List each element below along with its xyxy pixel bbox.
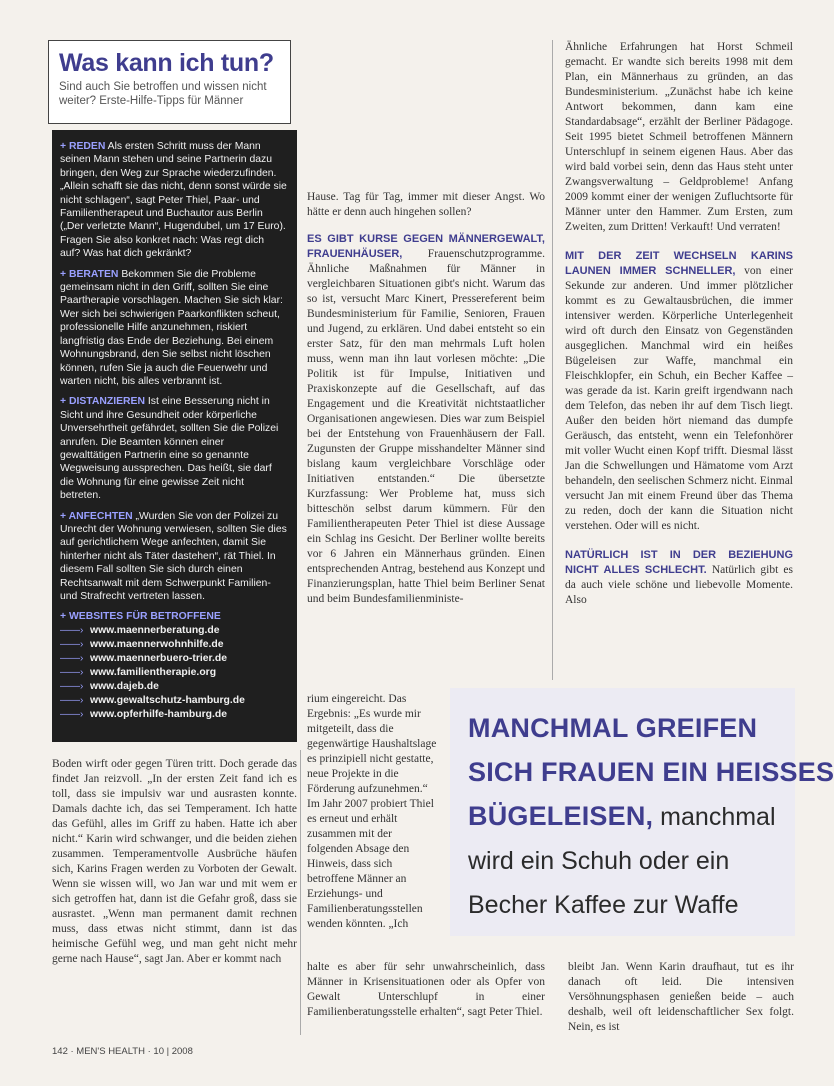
website-link-row[interactable] [60, 666, 287, 680]
plus-icon: + [60, 510, 69, 522]
tip-reden [60, 140, 287, 261]
website-link[interactable]: www.gewaltschutz-hamburg.de [90, 694, 245, 706]
column-1-bottom [52, 757, 297, 967]
column-divider [552, 40, 553, 680]
plus-icon: + [60, 268, 69, 280]
tip-heading: DISTANZIEREN [68, 396, 145, 408]
plus-icon: + [60, 141, 69, 152]
body-text: Boden wirft oder gegen Türen tritt. Doch gerade das findet Jan reizvoll. „In der ersten Zeit fand ich es toll, dass sie impulsiv war und ausrasten konnte. Damals dachte ich, das sei Temperament. Ich hatte das Gefühl, alles im Griff zu haben. Hatte ich aber nicht.“ Karin wird schwanger, und die beiden ziehen zusammen. Temperamentvolle Ausbrüche häufen sich, Karins Fragen werden zu Vorboten der Gewalt. Wenn sie wissen will, wo Jan war und mit wem er sich getroffen hat, dann ist die Gefahr groß, dass sie ausrastet. „Wenn man permanent damit rechnen muss, dass etwas nicht stimmt, dann ist das heimische Gefühl weg, und man geht nicht mehr gerne nach Hause“, sagt Jan. Aber er kommt nach [52, 758, 297, 965]
website-link-row[interactable] [60, 624, 287, 638]
website-link-row[interactable] [60, 652, 287, 666]
column-2-top [307, 190, 545, 607]
body-paragraph [307, 232, 545, 607]
page-footer: 142 · MEN'S HEALTH · 10 | 2008 [52, 1046, 193, 1057]
arrow-right-icon: ——› [60, 652, 84, 664]
body-text: Frauenschutzprogramme. Ähnliche Maßnahmen für Männer in vergleichbaren Situationen gibt's nicht. Warum das so ist, versucht Marc Kinert, Pressereferent beim Bundesministerium für Familie, Senioren, Frauen und Jugend, zu erklären. Und dabei entsteht so ein erster Satz, für den man mehrmals Luft holen muss, wenn man ihn laut vorlesen möchte: „Die Politik ist für Impulse, Initiativen und Praxiskonzepte auf die Gesellschaft, auf das Engagement und die Kreativität nichtstaatlicher Organisationen angewiesen. Dies war zum Beispiel bei der Entstehung von Frauenhäusern der Fall. Zugunsten der Gruppe misshandelter Männer sind bislang kaum vergleichbare Vorschläge oder Initiativen entstanden.“ Die übersetzte Kurzfassung: Wer Probleme hat, muss sich bitteschön selbst darum kümmern. Für den Familientherapeuten Peter Thiel ist diese Aussage ein Schlag ins Gesicht. Der Berliner wollte bereits vor 6 Jahren ein Männerhaus gründen. Einen entsprechenden Antrag, bestehend aus Konzept und Finanzierungsplan, hatte Thiel beim Berliner Senat und beim Bundesfamilienministe- [307, 248, 545, 605]
column-3-end [568, 960, 794, 1035]
website-link[interactable]: www.familientherapie.org [90, 666, 217, 678]
body-text: von einer Sekunde zur anderen. Und immer plötzlicher kommt es zu Gewaltausbrüchen, die immer intensiver werden. Körperliche Unterlegenheit wird oft durch den Einsatz von Gegenständen ausgeglichen. Manchmal wird ein heißes Bügeleisen zur Waffe, manchmal ein Fleischklopfer, ein Schuh, ein Becher Kaffee – was gerade da ist. Karin greift irgendwann nach dem Telefon, das neben ihr auf dem Tisch liegt. Außer den beiden hört niemand das dumpfe Geräusch, das entsteht, wenn ein Telefonhörer mit voller Wucht einen Kopf trifft. Diesmal lässt Jan die Schwellungen und Hämatome vom Arzt behandeln, den seelischen Schmerz nicht. Einmal versucht Jan mit einem Freund über das Thema zu reden, doch der kann die Situation nicht verstehen. Oder will es nicht. [565, 265, 793, 532]
pull-quote-line: wird ein Schuh oder ein [468, 847, 730, 875]
body-paragraph [565, 249, 793, 534]
website-link[interactable]: www.maennerberatung.de [90, 624, 220, 636]
tip-box-header [48, 40, 291, 124]
pull-quote-line: Becher Kaffee zur Waffe [468, 891, 739, 919]
pull-quote-line [468, 794, 828, 839]
arrow-right-icon: ——› [60, 694, 84, 706]
tip-heading: ANFECHTEN [68, 510, 133, 522]
body-text: Ähnliche Erfahrungen hat Horst Schmeil gemacht. Er wandte sich bereits 1998 mit dem Plan, ein Männerhaus zu gründen, an das Bundesministerium. „Zunächst habe ich keine Antwort bekommen, dann kam eine Standardabsage“, erzählt der Berliner Pädagoge. Seit 1995 bietet Schmeil betroffenen Männern Unterschlupf in seinem eigenen Haus. Aber das wird bald vorbei sein, denn das Haus steht unter Zwangsverwaltung – Geldprobleme! Anfang 2009 kommt einer der wenigen Zufluchtsorte für Männer unter den Hammer. Zum Ersten, zum Zweiten, zum Dritten! Verkauft! Und verraten! [565, 41, 793, 233]
plus-icon: + [60, 611, 69, 623]
website-link-row[interactable] [60, 638, 287, 652]
tip-box-content [52, 130, 297, 742]
pull-quote-line: MANCHMAL GREIFEN [468, 713, 758, 743]
column-2-end [307, 960, 545, 1020]
website-link[interactable]: www.dajeb.de [90, 680, 159, 692]
tip-text: Als ersten Schritt muss der Mann seinen Mann stehen und seine Partnerin dazu bringen, den Weg zur Sprache wiederzufinden. „Allein schafft sie das nicht, denn sonst würde sie nicht schlagen“, sagt Peter Thiel, Paar- und Familientherapeut und Buchautor aus Berlin („Der verletzte Mann“, Hugendubel, um 17 Euro). Fragen Sie also konkret nach: Was regt dich auf? Was hat dich gekränkt? [60, 141, 287, 260]
section-subhead: MIT DER ZEIT WECHSELN KARINS LAUNEN IMMER SCHNELLER, [565, 250, 793, 277]
column-2-narrow [307, 692, 439, 932]
tip-box-subtitle: Sind auch Sie betroffen und wissen nicht weiter? Erste-Hilfe-Tipps für Männer [59, 81, 267, 107]
tip-heading: BERATEN [68, 268, 119, 280]
arrow-right-icon: ——› [60, 624, 84, 636]
tip-text: Ist eine Besserung nicht in Sicht und ihre Gesundheit oder körperliche Unversehrtheit gefährdet, sollten Sie die Polizei anrufen. Die Beamten können einer gewalttätigen Partnerin eine so genannte Wegweisung aussprechen. Das heißt, sie darf die Wohnung für eine gewisse Zeit nicht betreten. [60, 396, 279, 502]
website-link[interactable]: www.opferhilfe-hamburg.de [90, 708, 228, 720]
section-subhead: NATÜRLICH IST IN DER BEZIEHUNG NICHT ALLES SCHLECHT. [565, 549, 793, 576]
tip-text: „Wurden Sie von der Polizei zu Unrecht der Wohnung verwiesen, sollten Sie dies auf gerichtlichem Wege anfechten, damit Sie hinterher nicht als Täter dastehen“, rät Thiel. In diesem Fall sollten Sie sich durch einen Rechtsanwalt mit dem Schwerpunkt Familien- und Strafrecht vertreten lassen. [60, 510, 287, 602]
pull-quote-line: SICH FRAUEN EIN HEISSES [468, 757, 834, 787]
websites-heading [60, 610, 287, 623]
arrow-right-icon: ——› [60, 680, 84, 692]
body-text: bleibt Jan. Wenn Karin draufhaut, tut es ihr danach oft leid. Die intensiven Versöhnungsphasen genießen beide – auch deshalb, weil oft leidenschaftlicher Sex folgt. Nein, es ist [568, 961, 794, 1033]
body-text: rium eingereicht. Das Ergebnis: „Es wurde mir mitgeteilt, dass die gegenwärtige Haushaltslage es prinzipiell nicht gestatte, neue Projekte in die Förderung aufzunehmen.“ Im Jahr 2007 probiert Thiel es erneut und erhält zusammen mit der folgenden Absage den Hinweis, dass sich betroffene Männer an Erziehungs- und Familienberatungsstellen wenden könnten. „Ich [307, 693, 437, 930]
arrow-right-icon: ——› [60, 666, 84, 678]
body-text: Hause. Tag für Tag, immer mit dieser Angst. Wo hätte er denn auch hingehen sollen? [307, 191, 545, 218]
column-3-top [565, 40, 793, 680]
tip-distanzieren [60, 395, 287, 502]
plus-icon: + [60, 396, 69, 408]
tip-heading: REDEN [68, 141, 106, 152]
website-link[interactable]: www.maennerwohnhilfe.de [90, 638, 224, 650]
pull-quote-emphasis: BÜGELEISEN, [468, 801, 654, 831]
column-divider [300, 750, 301, 1035]
website-link[interactable]: www.maennerbuero-trier.de [90, 652, 228, 664]
website-link-row[interactable] [60, 694, 287, 708]
pull-quote [450, 688, 834, 936]
website-link-row[interactable] [60, 680, 287, 694]
pull-quote-text: manchmal [653, 803, 776, 831]
tip-box-title: Was kann ich tun? [59, 49, 274, 77]
tip-anfechten [60, 510, 287, 604]
arrow-right-icon: ——› [60, 708, 84, 720]
body-text: halte es aber für sehr unwahrscheinlich, dass Männer in Krisensituationen oder als Opfer von Gewalt Unterschlupf in einer Familienberatungsstelle erhalten“, sagt Peter Thiel. [307, 961, 545, 1018]
tip-beraten [60, 268, 287, 389]
body-text: Natürlich gibt es da auch viele schöne und liebevolle Momente. Also [565, 564, 794, 606]
websites-heading-text: WEBSITES FÜR BETROFFENE [68, 611, 221, 623]
tip-text: Bekommen Sie die Probleme gemeinsam nicht in den Griff, sollten Sie eine Paartherapie vorschlagen. Machen Sie sich klar: Wer sich bei schwierigen Paarkonflikten scheut, professionelle Hilfe anzunehmen, riskiert langfristig das Ende der Beziehung. Bei einem Wohnungsbrand, den Sie selbst nicht löschen können, rufen Sie ja auch die Feuerwehr und warten nicht, bis alles verbrannt ist. [60, 268, 283, 387]
section-subhead: ES GIBT KURSE GEGEN MÄNNERGEWALT, FRAUENHÄUSER, [307, 233, 545, 260]
website-link-row[interactable] [60, 708, 287, 722]
body-paragraph [565, 548, 793, 608]
arrow-right-icon: ——› [60, 638, 84, 650]
